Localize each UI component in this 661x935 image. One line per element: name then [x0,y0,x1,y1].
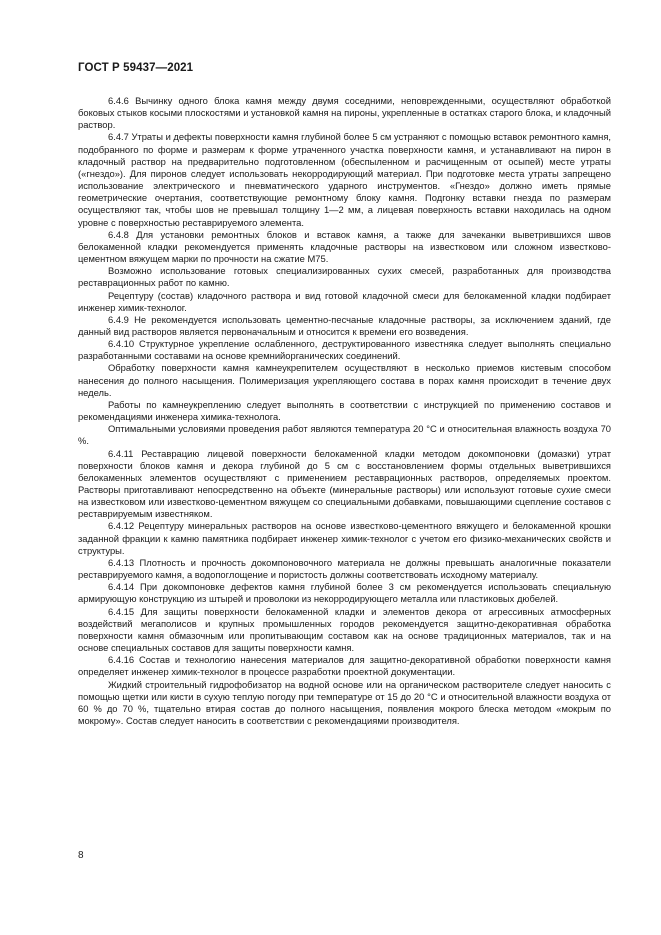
paragraph: 6.4.12 Рецептуру минеральных растворов на основе известково-цементного вяжущего и белокаменной крошки заданной фракции к камню памятника подбирает инженер химик-технолог с учетом его физико-механических свойств и структуры. [78,520,611,556]
paragraph: Рецептуру (состав) кладочного раствора и вид готовой кладочной смеси для белокаменной кладки подбирает инженер химик-технолог. [78,289,611,313]
paragraph: 6.4.14 При докомпоновке дефектов камня глубиной более 3 см рекомендуется использовать специальную армирующую конструкцию из штырей и проволоки из некорродирующего металла или пластиковых дюбелей. [78,581,611,605]
paragraph: Обработку поверхности камня камнеукрепителем осуществляют в несколько приемов кистевым способом нанесения до полного насыщения. Полимеризация укрепляющего состава в порах камня происходит в течение двух недель. [78,362,611,398]
page-number: 8 [78,850,84,861]
paragraph: Работы по камнеукреплению следует выполнять в соответствии с инструкцией по применению составов и рекомендациями инженера химика-технолога. [78,398,611,423]
paragraph: 6.4.6 Вычинку одного блока камня между двумя соседними, неповрежденными, осуществляют обработкой боковых стыков косыми плоскостями и установкой камня на пироны, укрепленные в остатках старого блока, и кладочный раствор. [78,95,611,131]
paragraph: 6.4.8 Для установки ремонтных блоков и вставок камня, а также для зачеканки выветрившихся швов белокаменной кладки рекомендуется применять кладочные растворы на известковом или сложном известково-цементном вяжущем марки по прочности на сжатие М75. [78,228,611,265]
paragraph: Оптимальными условиями проведения работ являются температура 20 °С и относительная влажность воздуха 70 %. [78,423,611,447]
document-body [78,95,611,727]
paragraph: Возможно использование готовых специализированных сухих смесей, разработанных для производства реставрационных работ по камню. [78,265,611,289]
paragraph: 6.4.13 Плотность и прочность докомпоновочного материала не должны превышать аналогичные показатели реставрируемого камня, а водопоглощение и пористость должны соответствовать исходному материалу. [78,556,611,581]
paragraph: Жидкий строительный гидрофобизатор на водной основе или на органическом растворителе следует наносить с помощью щетки или кисти в сухую теплую погоду при температуре от 15 до 20 °С и относительной влажности воздуха от 60 % до 70 %, тщательно втирая состав до полного насыщения, появления мокрого блеска методом «мокрым по мокрому». Состав следует наносить в соответствии с рекомендациями производителя. [78,678,611,726]
paragraph: 6.4.16 Состав и технологию нанесения материалов для защитно-декоративной обработки поверхности камня определяет инженер химик-технолог в процессе разработки проектной документации. [78,654,611,678]
paragraph: 6.4.10 Структурное укрепление ослабленного, деструктированного известняка следует выполнять специально разработанными составами на основе кремнийорганических соединений. [78,338,611,362]
paragraph: 6.4.7 Утраты и дефекты поверхности камня глубиной более 5 см устраняют с помощью вставок ремонтного камня, подобранного по форме и размерам к форме утраченного участка поверхности камня, и устанавливают на пирон в кладочный раствор на предварительно подготовленном (обеспыленном и расчищенным от осыпей) месте утраты («гнездо»). Для пиронов следует использовать некорродирующий материал. При подготовке места утраты запрещено использование электрического и пневматического ударного инструментов. «Гнездо» должно иметь прямые геометрические очертания, соответствующие ремонтному блоку камня. Подгонку вставки гнезда по размерам осуществляют так, чтобы шов не превышал толщину 1—2 мм, а лицевая поверхность вставки находилась на одном уровне с поверхностью реставрируемого элемента. [78,131,611,228]
paragraph: 6.4.9 Не рекомендуется использовать цементно-песчаные кладочные растворы, за исключением зданий, где данный вид растворов является первоначальным и относится к времени его возведения. [78,313,611,337]
paragraph: 6.4.15 Для защиты поверхности белокаменной кладки и элементов декора от агрессивных атмосферных воздействий мегаполисов и крупных промышленных городов рекомендуется защитно-декоративная обработка поверхности камня обмазочным или пропитывающим составом как на основе традиционных материалов, так и на основе специальных составов для защиты поверхности камня. [78,605,611,654]
paragraph: 6.4.11 Реставрацию лицевой поверхности белокаменной кладки методом докомпоновки (домазки) утрат поверхности блоков камня и декора глубиной до 5 см с восстановлением формы отдельных выветрившихся белокаменных элементов осуществляют с применением реставрационных растворов, определяемых проектом. Растворы приготавливают непосредственно на объекте (минеральные растворы) или используют готовые сухие смеси на известковом или известково-цементном вяжущем со специальными добавками, повышающими сцепление составов с реставрируемым известняком. [78,447,611,520]
document-header: ГОСТ Р 59437—2021 [78,62,194,74]
